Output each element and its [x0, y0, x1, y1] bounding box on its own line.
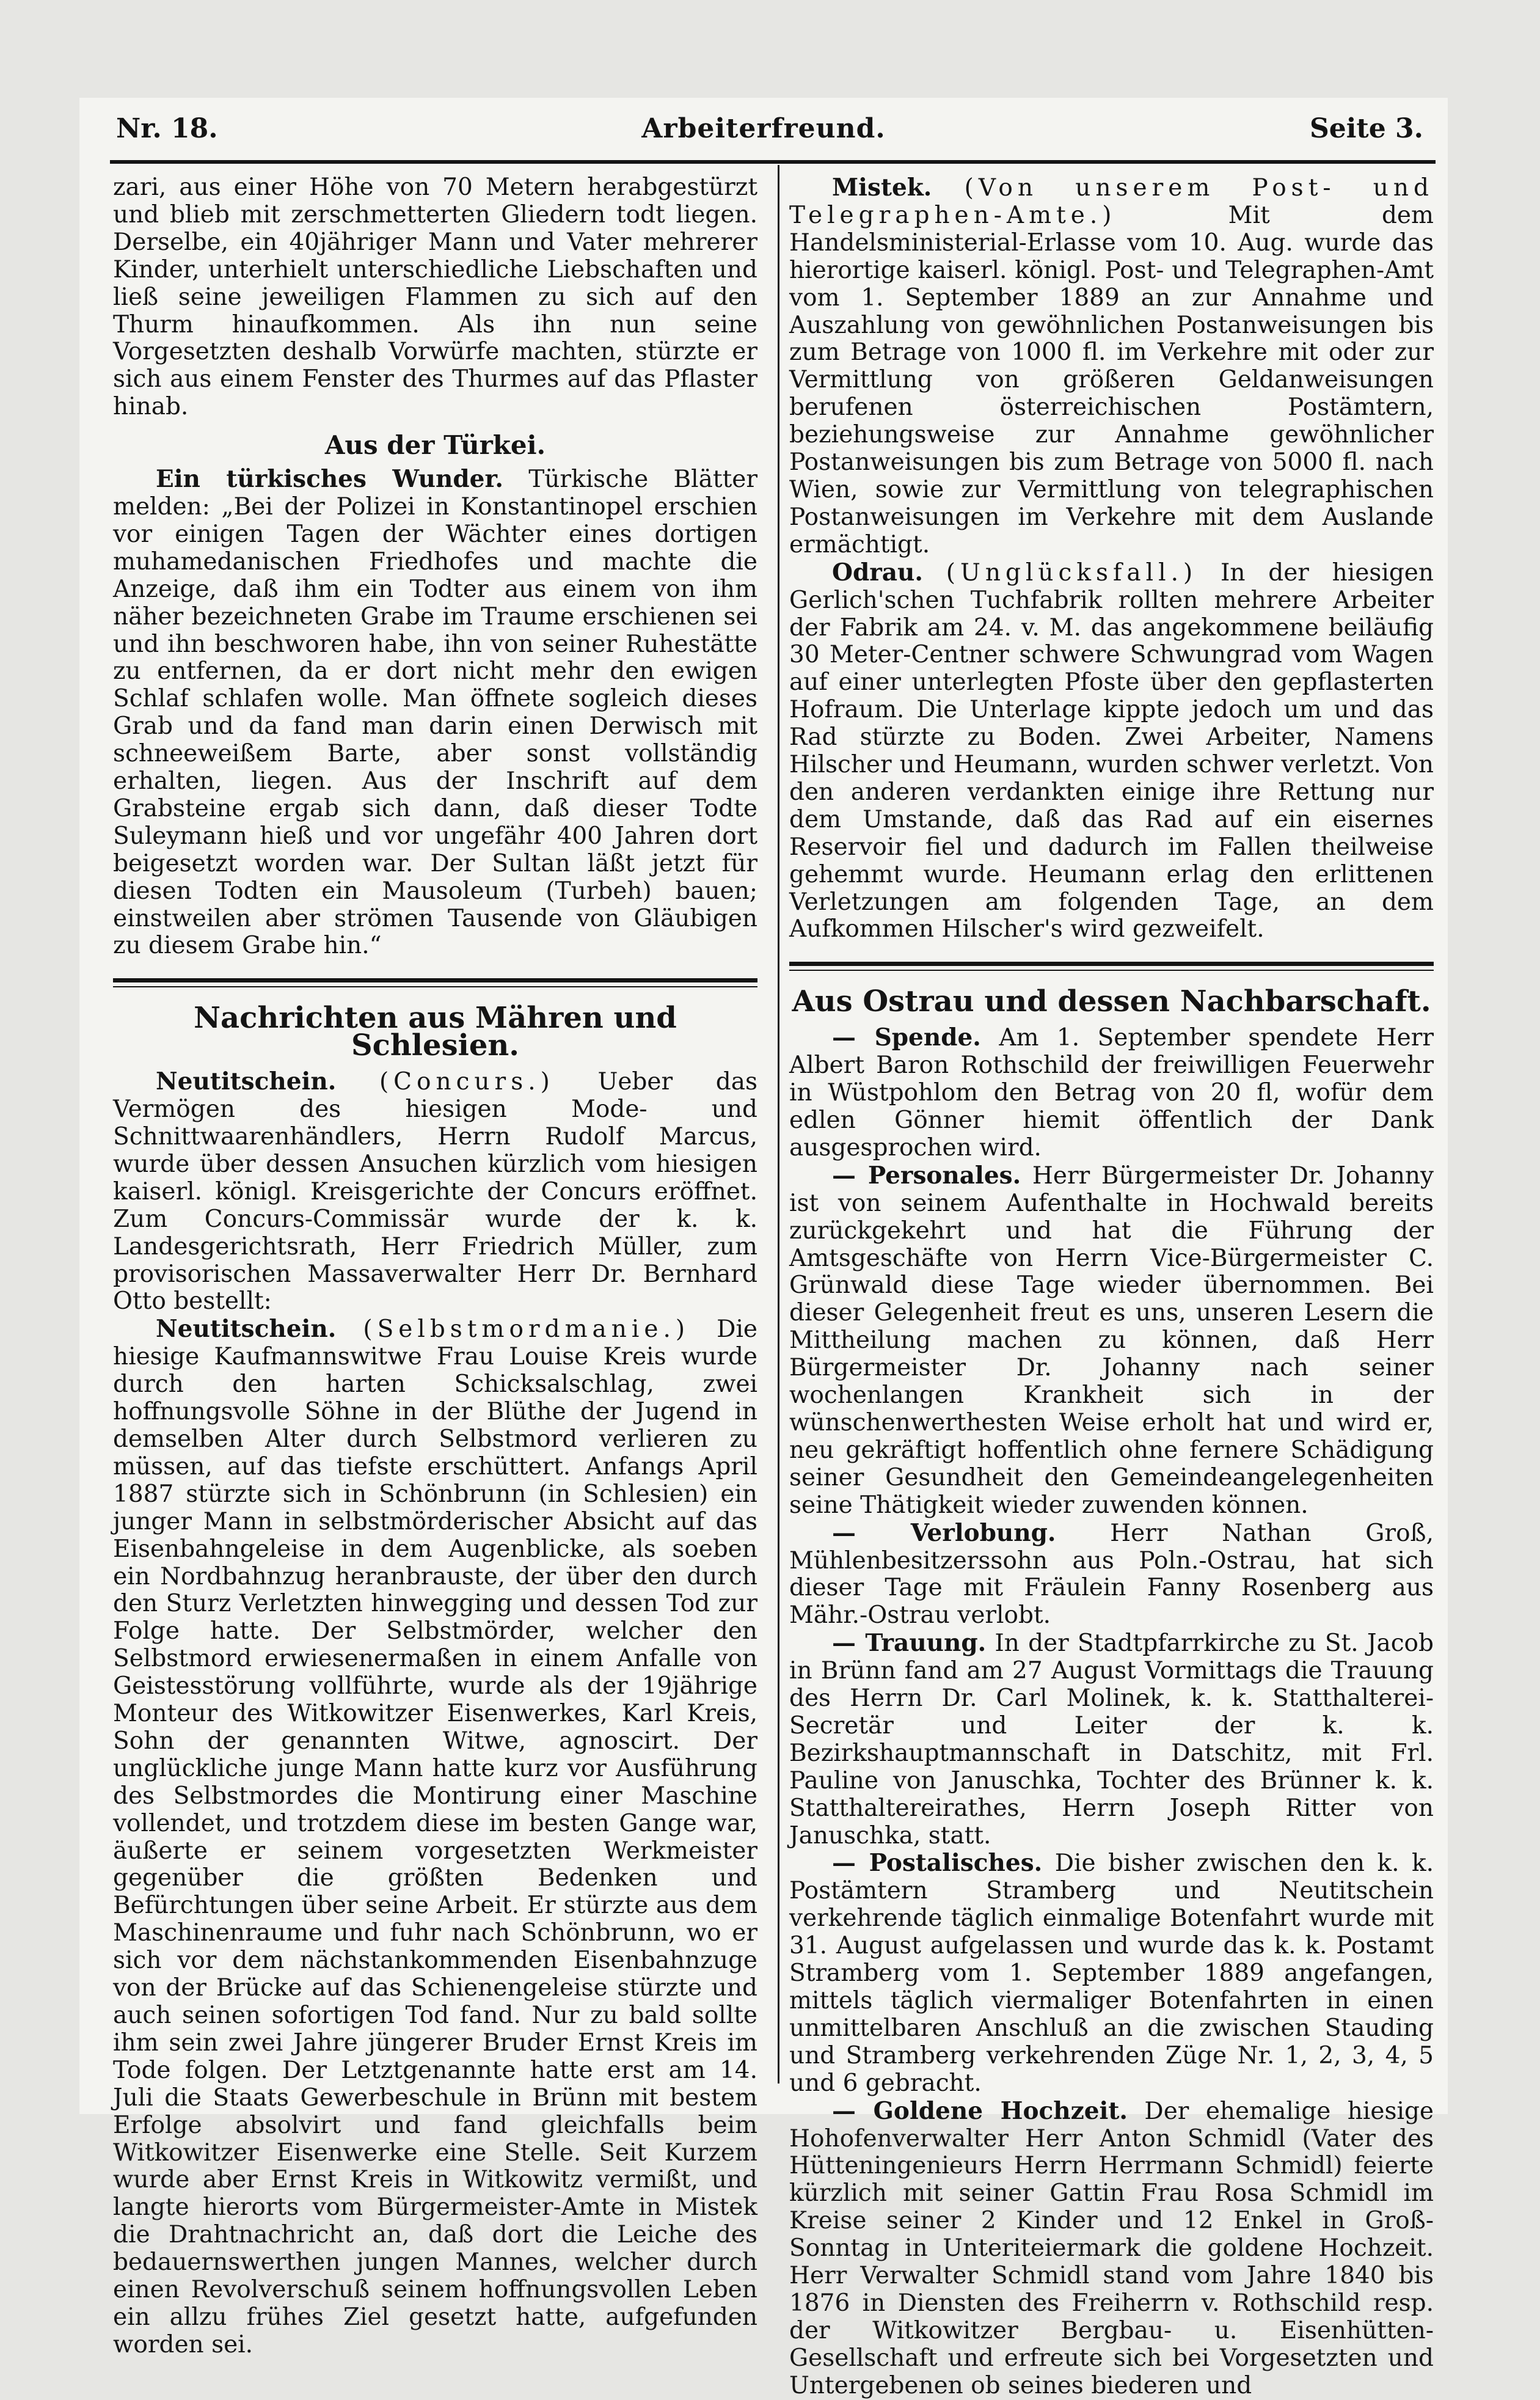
article-continuation: zari, aus einer Höhe von 70 Metern herabgestürzt und blieb mit zerschmetterten Gliedern todt liegen. Derselbe, ein 40jähriger Mann und Vater mehrerer Kinder, unterhielt unterschiedliche Liebschaften und ließ seine jeweiligen Flammen zu sich auf den Thurm hinaufkommen. Als ihn nun seine Vorgesetzten deshalb Vorwürfe machten, stürzte er sich aus einem Fenster des Thurmes auf das Pflaster hinab. — [113, 174, 757, 421]
newspaper-title: Arbeiterfreund. — [641, 113, 886, 144]
turkey-heading: Aus der Türkei. — [324, 430, 546, 461]
article-lead: — Spende. — [832, 1023, 981, 1052]
article-text: Herr Nathan Groß, Mühlenbesitzerssohn aus Poln.-Ostrau, hat sich dieser Tage mit Fräulein Fanny Rosenberg aus Mähr.-Ostrau verlobt. — [789, 1519, 1434, 1630]
article-selbstmord — [113, 1315, 757, 2358]
article-tag: (Concurs.) — [379, 1068, 555, 1096]
place-name: Neutitschein. — [156, 1067, 337, 1096]
article-odrau — [789, 559, 1434, 944]
page-header — [92, 113, 1436, 156]
article-text: Ueber das Vermögen des hiesigen Mode- und Schnittwaarenhändlers, Herrn Rudolf Marcus, wurde über dessen Ansuchen kürzlich vom hiesigen kaiserl. königl. Kreisgerichte der Concurs eröffnet. Zum Concurs-Commissär wurde der k. k. Landesgerichtsrath, Herr Friedrich Müller, zum provisorischen Massaverwalter Herr Dr. Bernhard Otto bestellt: — [113, 1068, 757, 1315]
issue-number: Nr. 18. — [116, 113, 218, 144]
article-goldene-hochzeit — [789, 2098, 1434, 2400]
article-text: Die hiesige Kaufmannswitwe Frau Louise Kreis wurde durch den harten Schicksalschlag, zwei hoffnungsvolle Söhne in der Blüthe der Jugend in demselben Alter durch Selbstmord verlieren zu müssen, auf das tiefste erschüttert. Anfangs April 1887 stürzte sich in Schönbrunn (in Schlesien) ein junger Mann in selbstmörderischer Absicht auf das Eisenbahngeleise in dem Augenblicke, als soeben ein Nordbahnzug heranbrauste, der über den durch den Sturz Verletzten hinwegging und dessen Tod zur Folge hatte. Der Selbstmörder, welcher den Selbstmord erwiesenermaßen in einem Anfalle von Geistesstörung vollführte, wurde als der 19jährige Monteur des Witkowitzer Eisenwerkes, Karl Kreis, Sohn der genannten Witwe, agnoscirt. Der unglückliche junge Mann hatte kurz vor Ausführung des Selbstmordes die Montirung einer Maschine vollendet, und trotzdem diese im besten Gange war, äußerte er seinem vorgesetzten Werkmeister gegenüber die größten Bedenken und Befürchtungen über seine Arbeit. Er stürzte aus dem Maschinenraume und fuhr nach Schönbrunn, wo er sich vor dem nächstankommenden Eisenbahnzuge von der Brücke auf das Schienengeleise stürzte und auch seinen sofortigen Tod fand. Nur zu bald sollte ihm sein zwei Jahre jüngerer Bruder Ernst Kreis im Tode folgen. Der Letztgenannte hatte erst am 14. Juli die Staats Gewerbeschule in Brünn mit bestem Erfolge absolvirt und fand gleichfalls beim Witkowitzer Eisenwerke eine Stelle. Seit Kurzem wurde aber Ernst Kreis in Witkowitz vermißt, und langte hierorts vom Bürgermeister-Amte in Mistek die Drahtnachricht an, daß dort die Leiche des bedauernswerthen jungen Mannes, welcher durch einen Revolverschuß seinem hoffnungsvollen Leben ein allzu frühes Ziel gesetzt hatte, aufgefunden worden sei. — [113, 1315, 757, 2358]
article-text: In der hiesigen Gerlich'schen Tuchfabrik rollten mehrere Arbeiter der Fabrik am 24. v. M. das angekommene beiläufig 30 Meter-Centner schwere Schwungrad vom Wagen auf einer unterlegten Pfoste über den gepflasterten Hofraum. Die Unterlage kippte jedoch um und das Rad stürzte zu Boden. Zwei Arbeiter, Namens Hilscher und Heumann, wurden schwer verletzt. Von den anderen verdankten einige ihre Rettung nur dem Umstande, daß das Rad auf ein eisernes Reservoir fiel und dadurch im Fallen theilweise gehemmt wurde. Heumann erlag den erlittenen Verletzungen am folgenden Tage, an dem Aufkommen Hilscher's wird gezweifelt. — [789, 558, 1434, 943]
column-divider — [778, 165, 779, 2084]
article-lead: — Personales. — [832, 1161, 1021, 1190]
article-text: Der ehemalige hiesige Hohofenverwalter Herr Anton Schmidl (Vater des Hütteningenieurs Herrn Herrmann Schmidl) feierte kürzlich mit seiner Gattin Frau Rosa Schmidl im Kreise seiner 2 Kinder und 12 Enkel in Groß-Sonntag in Unteriteiermark die goldene Hochzeit. Herr Verwalter Schmidl stand vom Jahre 1840 bis 1876 in Diensten des Freiherrn v. Rothschild resp. der Witkowitzer Bergbau- u. Eisenhütten-Gesellschaft und erfreute sich bei Vorgesetzten und Untergebenen ob seines biederen und — [789, 2097, 1434, 2399]
article-lead: — Verlobung. — [832, 1518, 1056, 1547]
article-lead: — Goldene Hochzeit. — [832, 2096, 1128, 2125]
article-tag: (Unglücksfall.) — [946, 558, 1198, 587]
section-rule-thick — [789, 962, 1434, 966]
page-number: Seite 3. — [1309, 113, 1423, 144]
article-text: In der Stadtpfarrkirche zu St. Jacob in Brünn fand am 27 August Vormittags die Trauung des Herrn Dr. Carl Molinek, k. k. Statthalterei-Secretär und Leiter der k. k. Bezirkshauptmannschaft in Datschitz, mit Frl. Pauline von Januschka, Tochter des Brünner k. k. Statthaltereirathes, Herrn Joseph Ritter von Januschka, statt. — [789, 1630, 1434, 1849]
section-rule-thin — [113, 986, 757, 987]
section-rule-thick — [113, 978, 757, 982]
place-name: Mistek. — [832, 174, 932, 202]
article-lead: — Trauung. — [832, 1629, 987, 1658]
right-column — [789, 174, 1434, 2400]
left-column — [113, 174, 757, 2359]
header-rule — [110, 160, 1436, 164]
section-title-ostrau: Aus Ostrau und dessen Nachbarschaft. — [792, 984, 1431, 1019]
article-text: Am 1. September spendete Herr Albert Baron Rothschild der freiwilligen Feuerwehr in Wüstpohlom den Betrag von 20 fl, wofür dem edlen Gönner hiemit öffentlich der Dank ausgesprochen wird. — [789, 1024, 1434, 1162]
place-name: Neutitschein. — [156, 1315, 337, 1344]
turkey-article — [113, 466, 757, 960]
article-tag: (Von unserem Post- und Telegraphen-Amte.) — [789, 174, 1434, 229]
section-rule-thin — [789, 970, 1434, 971]
place-name: Odrau. — [832, 558, 923, 587]
turkey-text: Türkische Blätter melden: „Bei der Polizei in Konstantinopel erschien vor einigen Tagen der Wächter eines dortigen muhamedanischen Friedhofes und machte die Anzeige, daß ihm ein Todter aus einem von ihm näher bezeichneten Grabe im Traume erschienen sei und ihn beschworen habe, ihn von seiner Ruhestätte zu entfernen, da er dort nicht mehr den ewigen Schlaf schlafen wolle. Man öffnete sogleich dieses Grab und da fand man darin einen Derwisch mit schneeweißem Barte, aber sonst vollständig erhalten, liegen. Aus der Inschrift auf dem Grabsteine ergab sich dann, daß dieser Todte Suleymann hieß und vor ungefähr 400 Jahren dort beigesetzt worden war. Der Sultan läßt jetzt für diesen Todten ein Mausoleum (Turbeh) bauen; einstweilen aber strömen Tausende von Gläubigen zu diesem Grabe hin.“ — [113, 466, 757, 960]
article-text: Die bisher zwischen den k. k. Postämtern Stramberg und Neutitschein verkehrende täglich einmalige Botenfahrt wurde mit 31. August aufgelassen und wurde das k. k. Postamt Stramberg vom 1. September 1889 angefangen, mittels täglich viermaliger Botenfahrten in einen unmittelbaren Anschluß an die zwischen Stauding und Stramberg verkehrenden Züge Nr. 1, 2, 3, 4, 5 und 6 gebracht. — [789, 1849, 1434, 2097]
article-tag: (Selbstmordmanie.) — [363, 1315, 690, 1344]
article-concurs — [113, 1068, 757, 1315]
article-postalisches — [789, 1849, 1434, 2097]
article-personales — [789, 1162, 1434, 1520]
article-text: Herr Bürgermeister Dr. Johanny ist von seinem Aufenthalte in Hochwald bereits zurückgekehrt und hat die Führung der Amtsgeschäfte von Herrn Vice-Bürgermeister C. Grünwald diese Tage wieder übernommen. Bei dieser Gelegenheit freut es uns, unseren Lesern die Mittheilung machen zu können, daß Herr Bürgermeister Dr. Johanny nach seiner wochenlangen Krankheit sich in der wünschenwerthesten Weise erholt hat und wird er, neu gekräftigt hoffentlich ohne fernere Schädigung seiner Gesundheit den Gemeindeangelegenheiten seine Thätigkeit wieder zuwenden können. — [789, 1162, 1434, 1519]
article-verlobung — [789, 1520, 1434, 1630]
article-lead: — Postalisches. — [832, 1849, 1043, 1878]
turkey-lead: Ein türkisches Wunder. — [156, 465, 503, 494]
article-text: Mit dem Handelsministerial-Erlasse vom 10. Aug. wurde das hierortige kaiserl. königl. Post- und Telegraphen-Amt vom 1. September 1889 an zur Annahme und Auszahlung von gewöhnlichen Postanweisungen bis zum Betrage von 1000 fl. im Verkehre mit oder zur Vermittlung von größeren Geldanweisungen berufenen österreichischen Postämtern, beziehungsweise zur Annahme gewöhnlicher Postanweisungen bis zum Betrage von 5000 fl. nach Wien, sowie zur Vermittlung von telegraphischen Postanweisungen im Verkehre mit dem Auslande ermächtigt. — [789, 201, 1434, 558]
article-spende — [789, 1024, 1434, 1162]
article-trauung — [789, 1630, 1434, 1849]
section-title-maehren: Nachrichten aus Mähren und Schlesien. — [194, 1001, 677, 1063]
article-mistek — [789, 174, 1434, 559]
